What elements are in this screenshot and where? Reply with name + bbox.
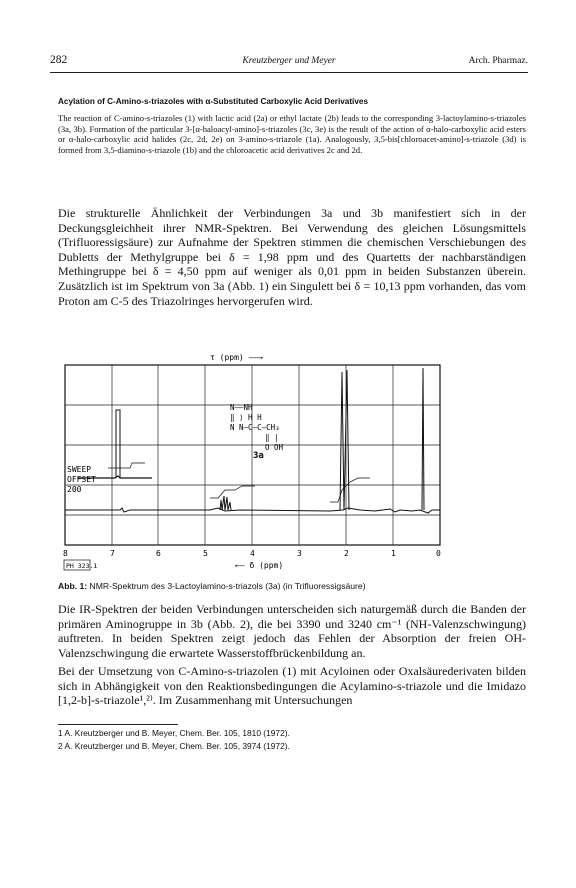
- methyl-doublet: [330, 370, 370, 510]
- plate-label: PH 323.1: [66, 562, 98, 570]
- structure-line-5: O OH: [265, 443, 284, 452]
- header-rule: [50, 72, 528, 73]
- offset-value-label: 200: [67, 485, 82, 494]
- structure-line-2: ‖ ⟩ H H: [230, 413, 262, 422]
- structure-line-3: N N–C–C–CH₃: [230, 423, 280, 432]
- compound-label: 3a: [253, 451, 264, 461]
- page-header: [50, 54, 528, 68]
- journal-name: Arch. Pharmaz.: [468, 56, 528, 66]
- x-tick-2: 2: [344, 549, 349, 558]
- footnote-rule: [58, 724, 178, 725]
- delta-axis-label: ←— δ (ppm): [235, 561, 284, 570]
- tau-axis-label: τ (ppm) ——→: [210, 353, 263, 362]
- spectrum-baseline: [65, 508, 440, 513]
- page-number: 282: [50, 54, 68, 66]
- footnote-2: 2 A. Kreutzberger und B. Meyer, Chem. Ber. 105, 3974 (1972).: [58, 741, 290, 751]
- x-tick-4: 4: [250, 549, 255, 558]
- x-tick-0: 0: [436, 549, 441, 558]
- caption-label: Abb. 1:: [58, 581, 88, 591]
- sweep-label: SWEEP: [67, 465, 92, 474]
- nmr-spectrum-figure: [60, 350, 450, 578]
- paragraph-nmr: Die strukturelle Ähnlichkeit der Verbindungen 3a und 3b manifestiert sich in der Deckungsgleichheit ihrer NMR-Spektren. Bei Verwendung des gleichen Lösungsmittels (Trifluoressigsäure) zur Aufnahme der Spektren stimmen die chemischen Verschiebungen des Dubletts der Methylgruppe bei δ = 1,98 ppm und des Quartetts der nachbarständigen Methingruppe bei δ = 4,50 ppm auf weniger als 0,01 ppm in beiden Substanzen überein. Zusätzlich ist im Spektrum von 3a (Abb. 1) ein Singulett bei δ = 10,13 ppm vorhanden, das vom Proton am C-5 des Triazolringes hervorgerufen wird.: [58, 206, 526, 308]
- figure-caption: [58, 581, 526, 591]
- running-authors: Kreutzberger und Meyer: [242, 56, 336, 66]
- abstract-text: The reaction of C-amino-s-triazoles (1) with lactic acid (2a) or ethyl lactate (2b) leads to the corresponding 3-lactoylamino-s-triazoles (3a, 3b). Formation of the particular 3-[α-haloacyl-amino]-s-triazoles (3c, 3e) is the result of the action of α-halo-carboxylic acid esters or α-halo-carboxylic acid halides (2c, 2d, 2e) on 3-amino-s-triazole (1a). Analogously, 3,5-bis[chloroacet-amino]-s-triazole (3d) is formed from 3,5-diamino-s-triazole (1b) and the chloroacetic acid derivatives 2c and 2d.: [58, 113, 526, 155]
- structure-line-4: ‖ |: [265, 433, 279, 442]
- x-tick-7: 7: [110, 549, 115, 558]
- offset-label: OFFSET: [67, 475, 96, 484]
- x-tick-1: 1: [391, 549, 396, 558]
- structure-line-1: N——NH: [230, 403, 253, 412]
- footnote-1: 1 A. Kreutzberger und B. Meyer, Chem. Ber. 105, 1810 (1972).: [58, 728, 290, 738]
- paragraph-reaction: Bei der Umsetzung von C-Amino-s-triazolen (1) mit Acyloinen oder Oxalsäurederivaten bilden sich in Abhängigkeit von den Reaktionsbedingungen die Acylamino-s-triazole und die Imidazo [1,2-b]-s-triazole¹,²⁾. Im Zusammenhang mit Untersuchungen: [58, 664, 526, 708]
- x-tick-5: 5: [203, 549, 208, 558]
- x-tick-6: 6: [156, 549, 161, 558]
- x-tick-labels: [63, 549, 441, 558]
- paragraph-ir: Die IR-Spektren der beiden Verbindungen unterscheiden sich naturgemäß durch die Banden der primären Aminogruppe in 3b (Abb. 2), die bei 3390 und 3240 cm⁻¹ (NH-Valenzschwingung) auftreten. In beiden Spektren zeigt jedoch das Fehlen der Absorption der freien OH-Valenzschwingung die erwartete Wasserstoffbrückenbildung an.: [58, 602, 526, 660]
- abstract-title: Acylation of C-Amino-s-triazoles with α-Substituted Carboxylic Acid Derivatives: [58, 97, 368, 106]
- caption-text: NMR-Spektrum des 3-Lactoylamino-s-triazols (3a) (in Trifluoressigsäure): [89, 581, 366, 591]
- methine-quartet: [210, 486, 255, 510]
- x-tick-3: 3: [297, 549, 302, 558]
- reference-peak: [422, 368, 424, 510]
- structure-formula: [230, 403, 284, 452]
- x-tick-8: 8: [63, 549, 68, 558]
